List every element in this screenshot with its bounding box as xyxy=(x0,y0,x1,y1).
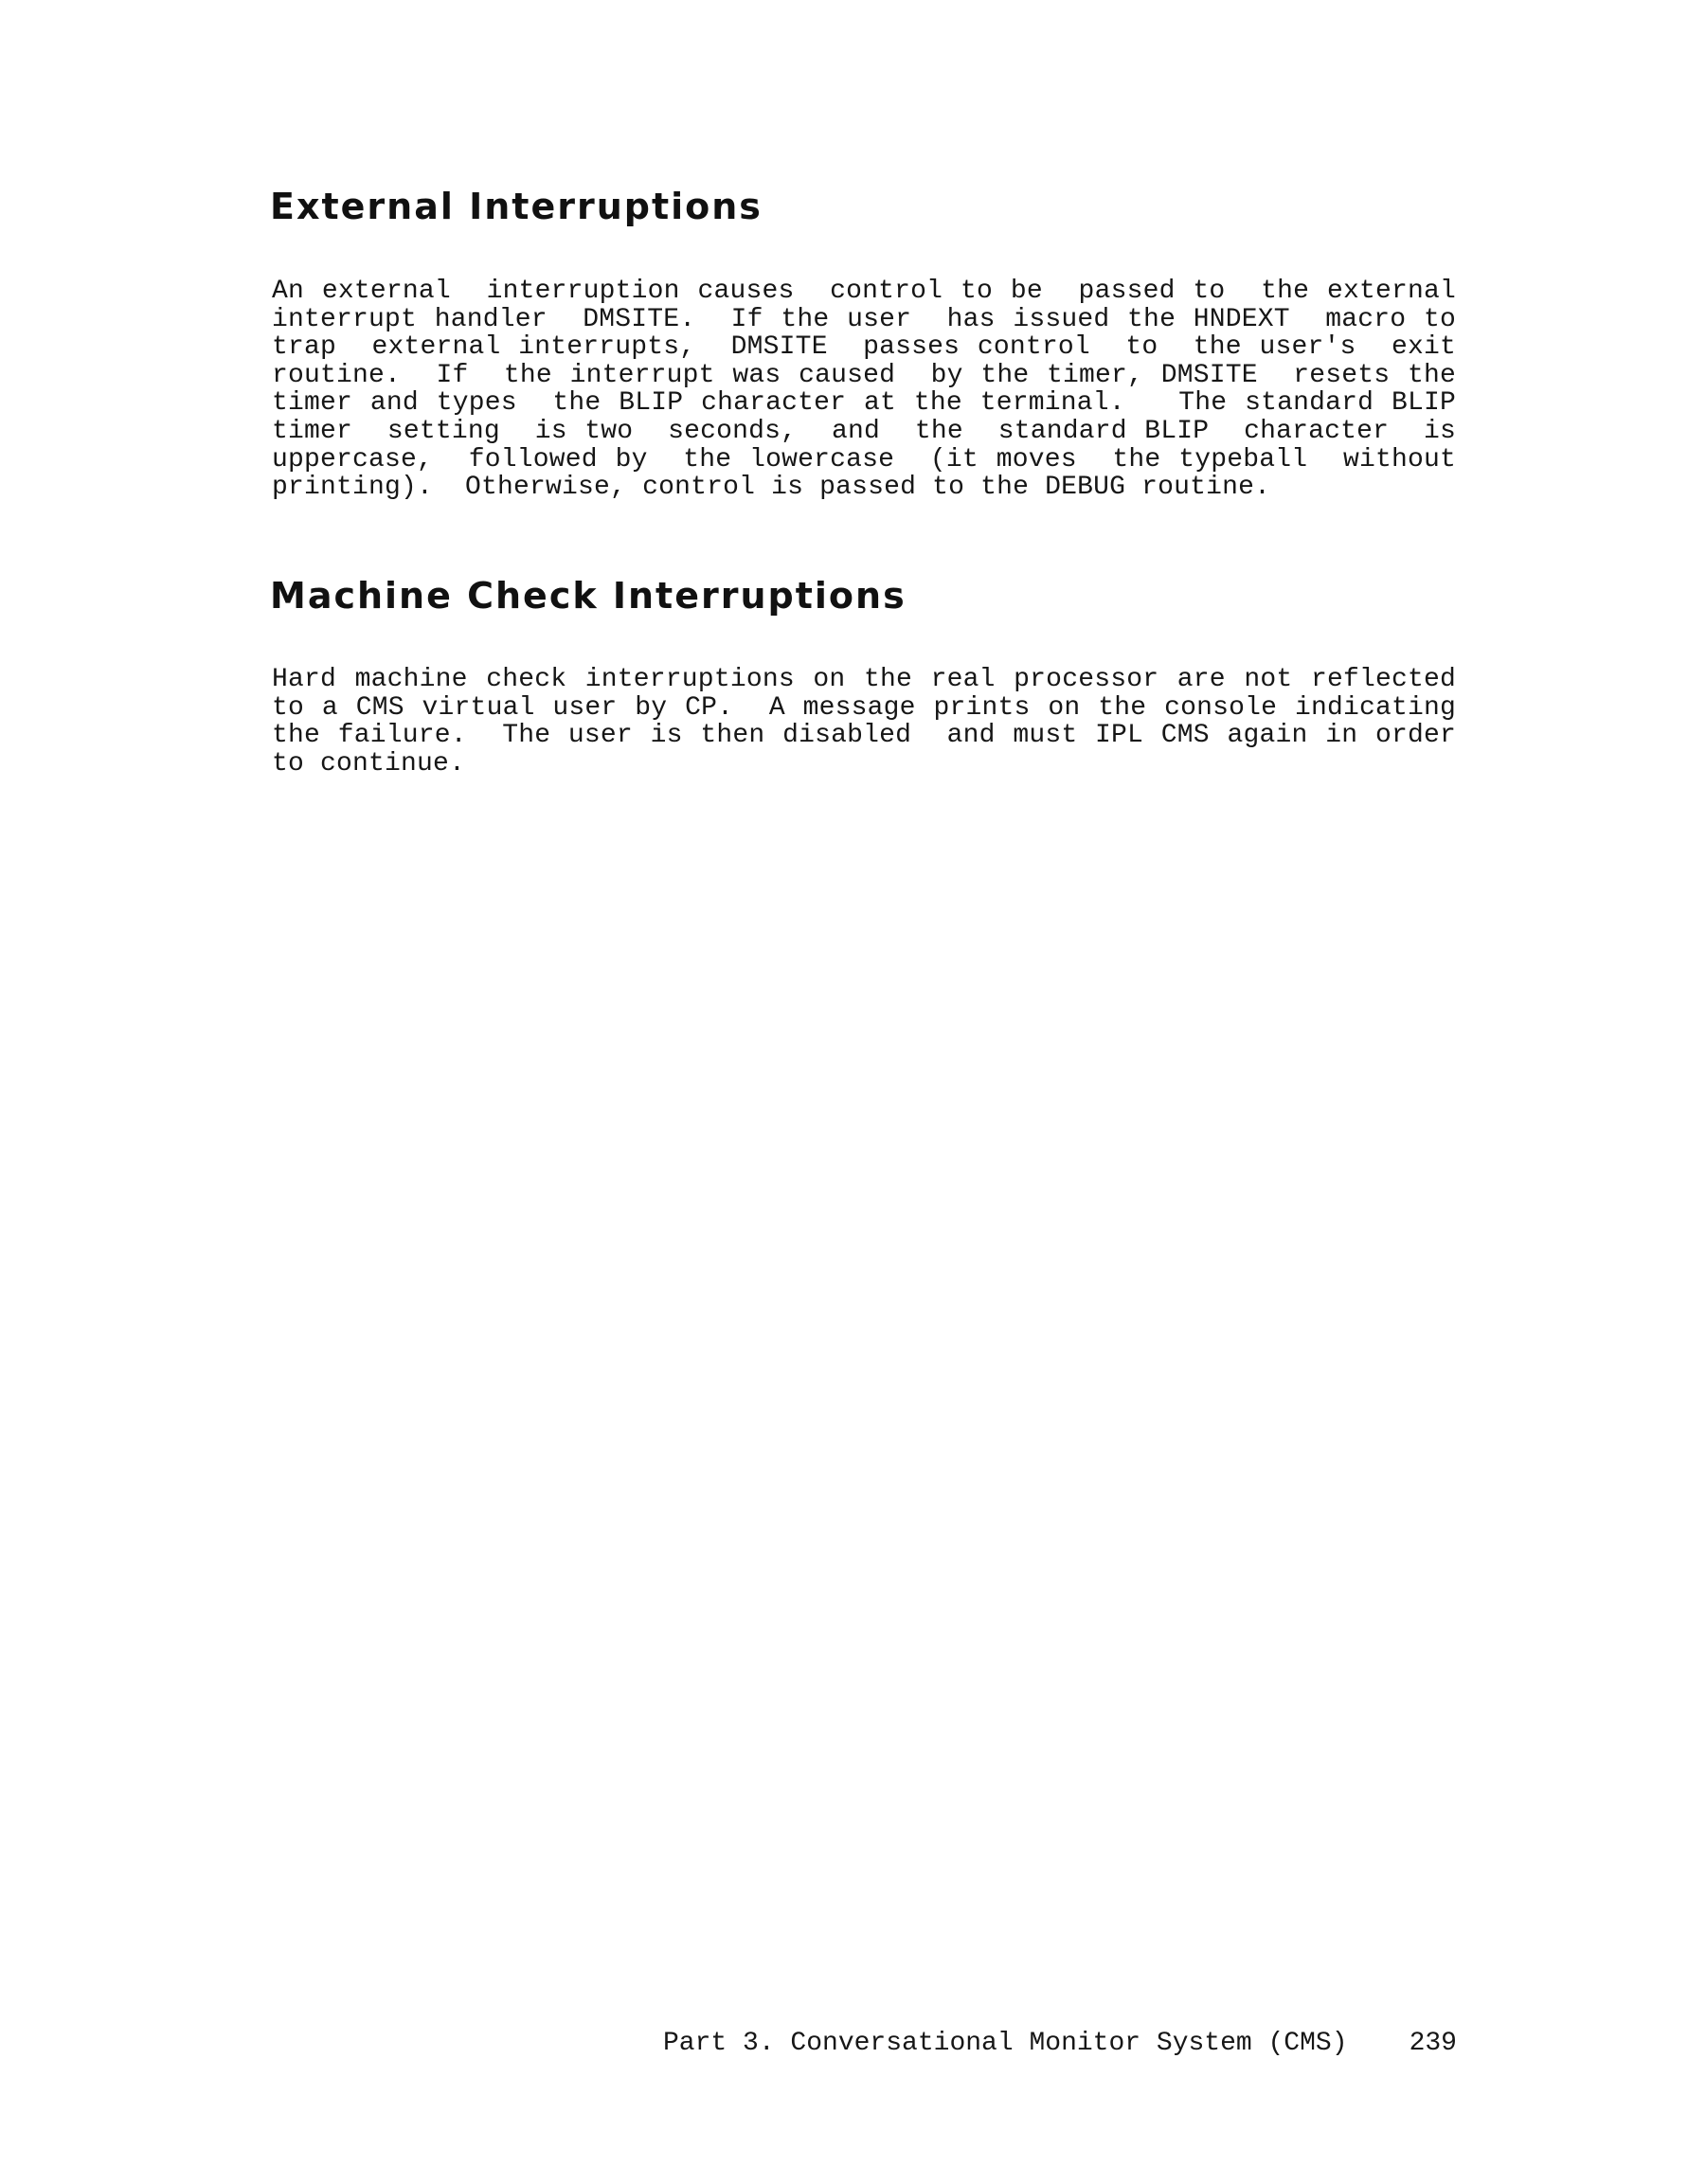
text-line: Hard machine check interruptions on the real processor are not reflected xyxy=(272,665,1456,694)
section-heading-machine-check-interruptions: Machine Check Interruptions xyxy=(270,575,907,617)
text-line: uppercase, followed by the lowercase (it moves the typeball without xyxy=(272,444,1456,474)
text-line: trap external interrupts, DMSITE passes control to the user's exit xyxy=(272,332,1456,363)
text-line: interrupt handler DMSITE. If the user has issued the HNDEXT macro to xyxy=(272,304,1456,334)
text-line: An external interruption causes control to be passed to the external xyxy=(272,277,1456,306)
text-line: printing). Otherwise, control is passed to the DEBUG routine. xyxy=(272,473,1271,503)
page-number: 239 xyxy=(1409,2029,1457,2058)
text-line: timer setting is two seconds, and the standard BLIP character is xyxy=(272,416,1456,446)
text-line: to continue. xyxy=(272,748,466,779)
text-line: the failure. The user is then disabled and must IPL CMS again in order xyxy=(272,721,1456,751)
text-line: routine. If the interrupt was caused by the timer, DMSITE resets the xyxy=(272,360,1456,390)
page-footer xyxy=(663,2029,1457,2058)
text-line: timer and types the BLIP character at the terminal. The standard BLIP xyxy=(272,388,1456,419)
paragraph-external-interruptions xyxy=(272,277,1456,502)
paragraph-machine-check-interruptions xyxy=(272,666,1456,778)
footer-title: Part 3. Conversational Monitor System (CMS) xyxy=(663,2029,1348,2058)
text-line: to a CMS virtual user by CP. A message prints on the console indicating xyxy=(272,692,1456,723)
section-heading-external-interruptions: External Interruptions xyxy=(270,186,763,227)
